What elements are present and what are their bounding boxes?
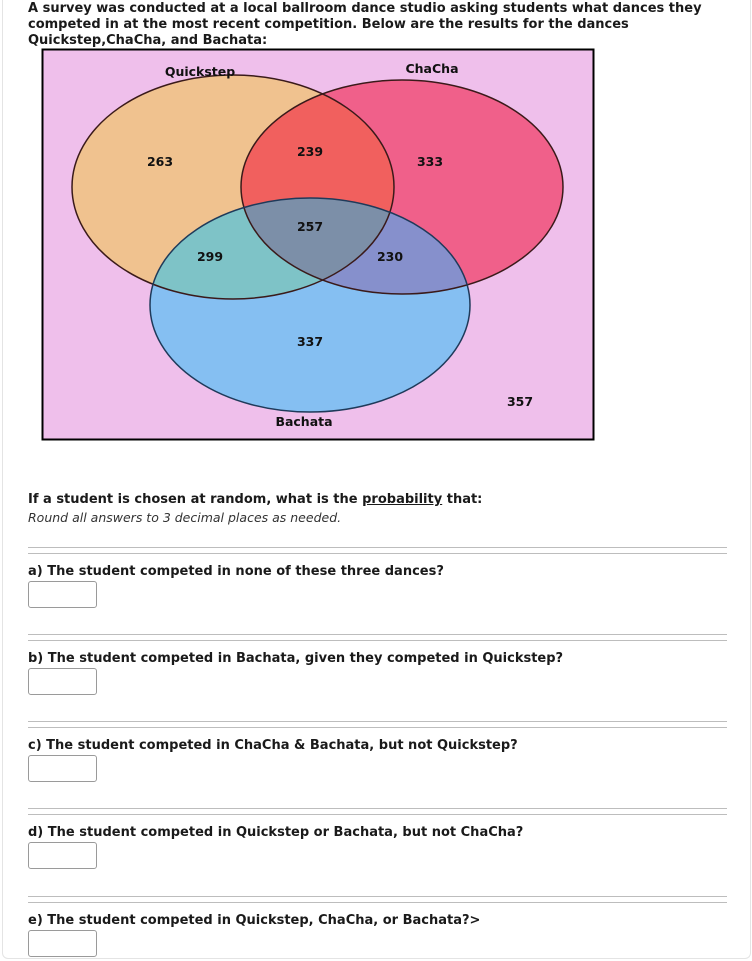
answer-input-b[interactable] — [28, 668, 97, 695]
answer-input-d[interactable] — [28, 842, 97, 869]
problem-intro: A survey was conducted at a local ballroom dance studio asking students what dances they competed in at the most recent competition. Below are the results for the dances Quickstep,ChaCha, and Bachata: — [28, 1, 702, 48]
separator — [28, 547, 727, 554]
separator — [28, 721, 727, 728]
count-quickstep-only: 263 — [146, 154, 174, 169]
count-none: 357 — [506, 394, 534, 409]
prompt-text-before: If a student is chosen at random, what is the — [28, 492, 363, 507]
count-chacha-only: 333 — [416, 154, 444, 169]
separator — [28, 808, 727, 815]
separator — [28, 634, 727, 641]
answer-input-c[interactable] — [28, 755, 97, 782]
question-e-text: e) The student competed in Quickstep, ChaCha, or Bachata?> — [28, 913, 481, 928]
question-b-text: b) The student competed in Bachata, given they competed in Quickstep? — [28, 651, 564, 666]
count-chacha-bachata: 230 — [376, 249, 404, 264]
question-d-text: d) The student competed in Quickstep or Bachata, but not ChaCha? — [28, 825, 524, 840]
separator — [28, 896, 727, 903]
question-prompt — [28, 492, 482, 507]
bachata-label: Bachata — [275, 414, 333, 429]
question-c-text: c) The student competed in ChaCha & Bachata, but not Quickstep? — [28, 738, 518, 753]
venn-diagram — [0, 0, 752, 450]
count-quickstep-chacha: 239 — [296, 144, 324, 159]
quickstep-label: Quickstep — [164, 64, 236, 79]
count-all-three: 257 — [296, 219, 324, 234]
rounding-note: Round all answers to 3 decimal places as needed. — [28, 510, 342, 525]
chacha-label: ChaCha — [405, 61, 459, 76]
count-bachata-only: 337 — [296, 334, 324, 349]
prompt-text-after: that: — [442, 492, 483, 507]
answer-input-a[interactable] — [28, 581, 97, 608]
answer-input-e[interactable] — [28, 930, 97, 957]
question-a-text: a) The student competed in none of these three dances? — [28, 564, 444, 579]
count-quickstep-bachata: 299 — [196, 249, 224, 264]
probability-link[interactable]: probability — [362, 492, 443, 507]
